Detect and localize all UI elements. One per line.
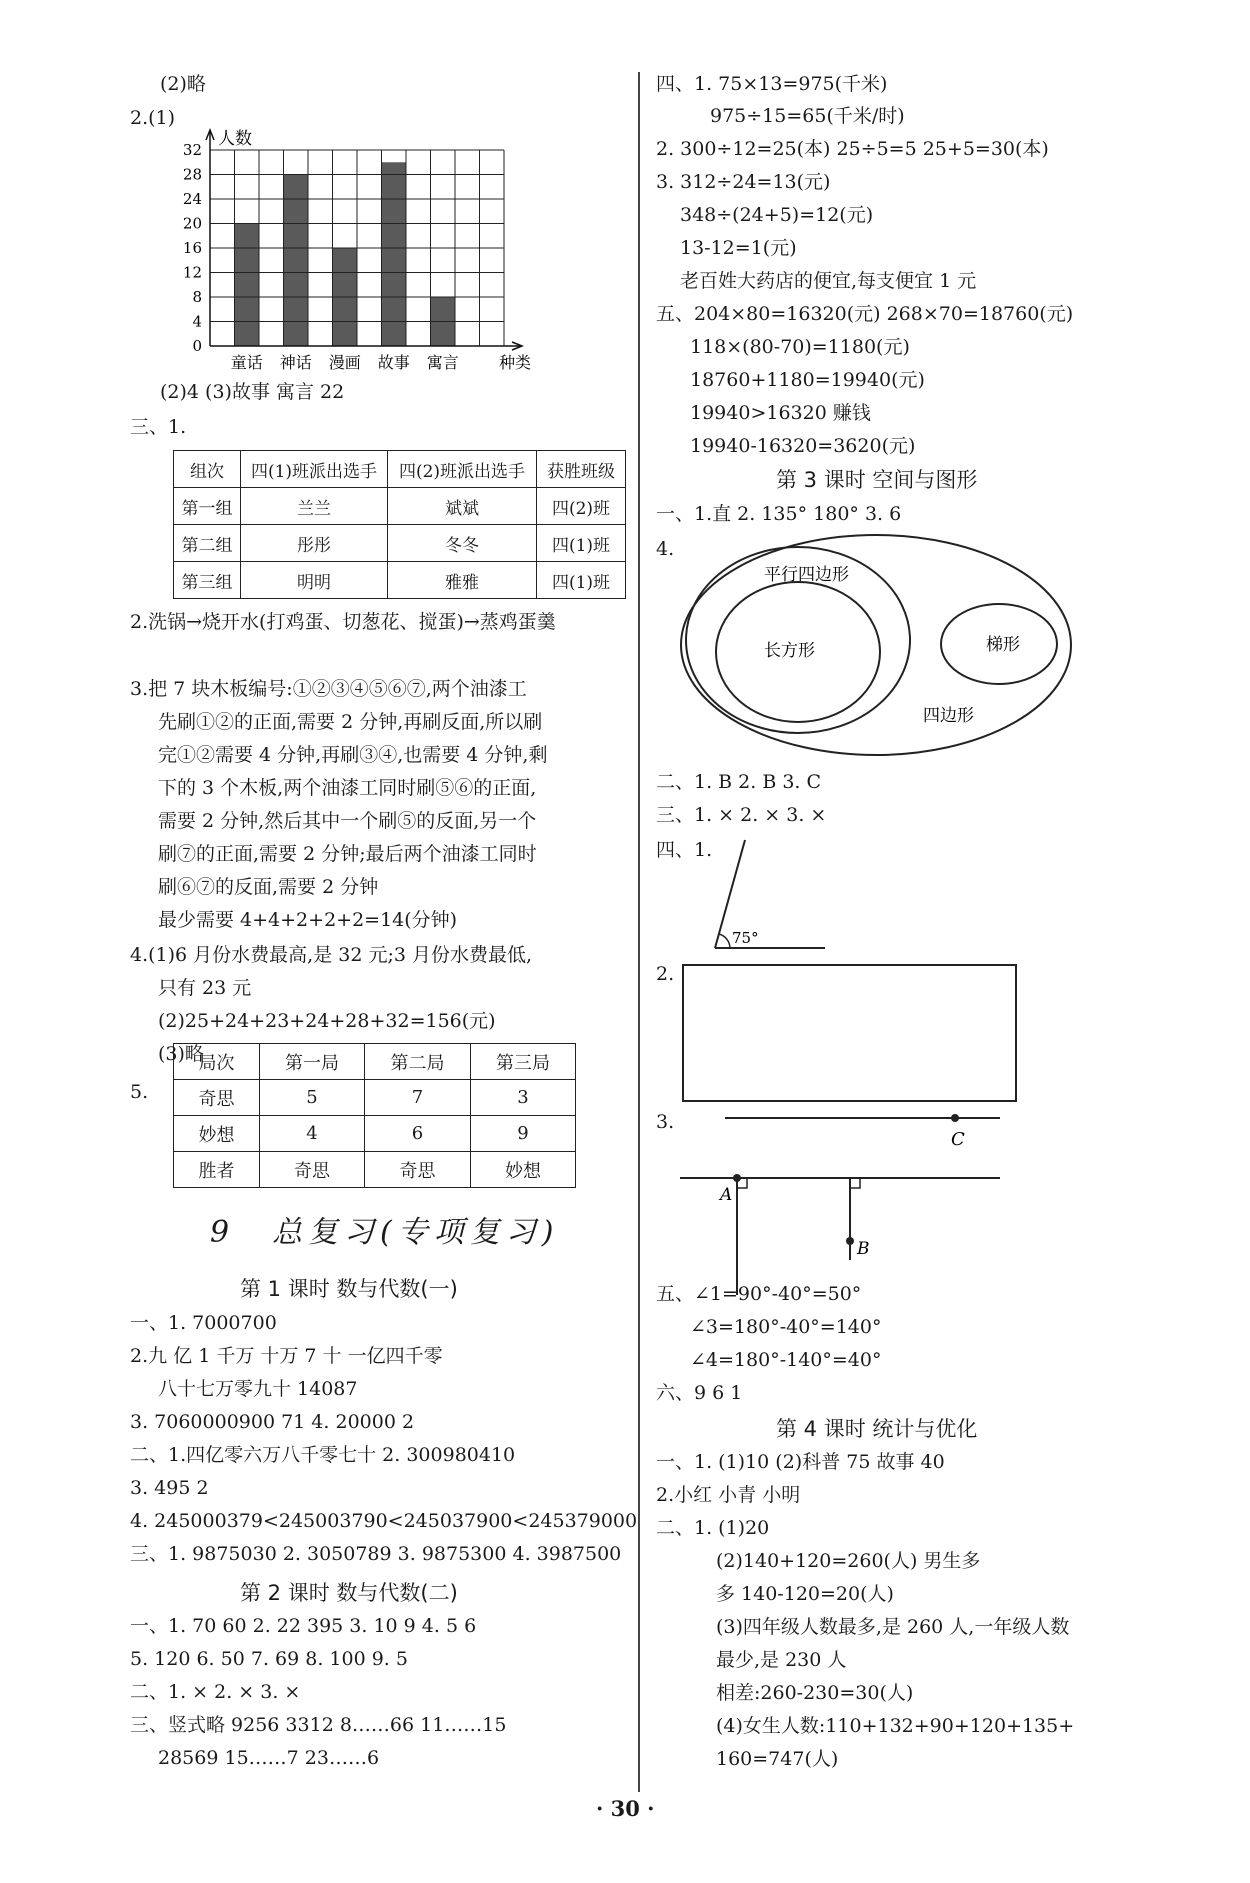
table-header: 获胜班级 [537,451,626,488]
answer-line: (3)略 [158,1043,204,1065]
answer-line: 一、1. 70 60 2. 22 395 3. 10 9 4. 5 6 [130,1615,477,1637]
table-header: 第三局 [471,1044,576,1080]
column-divider [638,72,640,1792]
table-cell: 3 [471,1080,576,1116]
lesson-title: 第 3 课时 空间与图形 [776,468,978,492]
table-cell: 奇思 [365,1152,471,1188]
answer-line: 一、1. 7000700 [130,1312,277,1334]
table-cell: 5 [260,1080,365,1116]
angle-75-drawing [700,830,840,960]
answer-line: 19940-16320=3620(元) [690,435,916,457]
answer-line: 先刷①②的正面,需要 2 分钟,再刷反面,所以刷 [158,711,543,733]
answer-line: 二、1. × 2. × 3. × [130,1681,301,1703]
y-tick-label: 4 [192,312,202,331]
answer-line: ∠4=180°-140°=40° [690,1349,882,1371]
answer-line: 975÷15=65(千米/时) [710,105,905,127]
answer-line: 3. 7060000900 71 4. 20000 2 [130,1411,415,1433]
question-label: 4. [656,538,675,560]
question-label: 2.(1) [130,107,176,129]
x-tick-label: 神话 [279,353,312,372]
answer-line: (2)25+24+23+24+28+32=156(元) [158,1010,496,1032]
table-cell: 奇思 [174,1080,260,1116]
answer-line: 160=747(人) [716,1748,839,1770]
answer-line: (4)女生人数:110+132+90+120+135+ [716,1715,1075,1737]
game-table [173,1043,576,1188]
y-axis-label: 人数 [218,129,252,149]
answer-line: ∠3=180°-40°=140° [690,1316,882,1338]
answer-line: 二、1. (1)20 [656,1517,770,1539]
table-cell: 斌斌 [388,488,537,525]
point-label-a: A [720,1185,733,1205]
point-label-c: C [951,1129,965,1150]
table-cell: 妙想 [174,1116,260,1152]
answer-line: 老百姓大药店的便宜,每支便宜 1 元 [680,270,977,292]
rectangle-drawing [680,962,1020,1102]
answer-line: 三、竖式略 9256 3312 8……66 11……15 [130,1714,507,1736]
table-cell: 6 [365,1116,471,1152]
answer-line: 需要 2 分钟,然后其中一个刷⑤的反面,另一个 [158,810,537,832]
bar-chart [150,100,570,380]
answer-line: 348÷(24+5)=12(元) [680,204,874,226]
table-cell: 明明 [241,562,388,599]
bar-神话 [284,175,309,347]
question-label: 3. [656,1111,675,1133]
answer-line: 多 140-120=20(人) [716,1583,894,1605]
table-cell: 四(2)班 [537,488,626,525]
answer-line: 最少,是 230 人 [716,1649,847,1671]
answer-line: 四、1. 75×13=975(千米) [656,73,888,95]
answer-line: 完①②需要 4 分钟,再刷③④,也需要 4 分钟,剩 [158,744,548,766]
venn-label-trapezoid: 梯形 [986,635,1020,655]
page-number: · 30 · [596,1796,655,1821]
answer-line: 4. 245000379<245003790<245037900<245379000 [130,1510,638,1532]
answer-line: 2. 300÷12=25(本) 25÷5=5 25+5=30(本) [656,138,1049,160]
table-header: 组次 [174,451,241,488]
y-tick-label: 0 [192,337,202,355]
y-tick-label: 8 [192,288,202,306]
answer-line: (2)140+120=260(人) 男生多 [716,1550,981,1572]
lesson-title: 第 4 课时 统计与优化 [776,1417,978,1441]
answer-line: 相差:260-230=30(人) [716,1682,914,1704]
answer-line: 4.(1)6 月份水费最高,是 32 元;3 月份水费最低, [130,944,533,966]
answer-line: 刷⑥⑦的反面,需要 2 分钟 [158,876,379,898]
venn-label-rectangle: 长方形 [764,641,815,661]
x-tick-label: 故事 [377,353,410,372]
y-tick-label: 28 [182,165,202,184]
perpendicular-drawing [680,1110,1010,1300]
section-number: 9 [210,1215,236,1250]
table-cell: 四(1)班 [537,562,626,599]
answer-line: 一、1. (1)10 (2)科普 75 故事 40 [656,1451,945,1473]
contest-table [173,450,626,599]
answer-line: 3. 312÷24=13(元) [656,171,831,193]
table-cell: 7 [365,1080,471,1116]
table-header: 四(1)班派出选手 [241,451,388,488]
answer-line: 下的 3 个木板,两个油漆工同时刷⑤⑥的正面, [158,777,537,799]
answer-line: 刷⑦的正面,需要 2 分钟;最后两个油漆工同时 [158,843,537,865]
answer-line: 13-12=1(元) [680,237,797,259]
answer-line: 五、∠1=90°-40°=50° [656,1283,862,1305]
question-label: 2. [656,963,675,985]
table-cell: 四(1)班 [537,525,626,562]
answer-line: 2.洗锅→烧开水(打鸡蛋、切葱花、搅蛋)→蒸鸡蛋羹 [130,611,556,633]
answer-line: 一、1.直 2. 135° 180° 3. 6 [656,503,902,525]
answer-line: 19940>16320 赚钱 [690,402,871,424]
answer-line: (2)略 [160,73,206,95]
table-cell: 雅雅 [388,562,537,599]
table-cell: 妙想 [471,1152,576,1188]
x-axis-label: 种类 [499,353,532,372]
table-cell: 彤彤 [241,525,388,562]
table-cell: 奇思 [260,1152,365,1188]
y-tick-label: 12 [182,263,202,282]
answer-line: 2.小红 小青 小明 [656,1484,801,1506]
answer-line: 三、1. 9875030 2. 3050789 3. 9875300 4. 3987500 [130,1543,622,1565]
table-cell: 9 [471,1116,576,1152]
bar-童话 [235,224,260,347]
answer-line: 118×(80-70)=1180(元) [690,336,910,358]
x-tick-label: 漫画 [328,353,361,372]
answer-line: 五、204×80=16320(元) 268×70=18760(元) [656,303,1074,325]
point-label-b: B [857,1239,870,1259]
table-cell: 兰兰 [241,488,388,525]
x-tick-label: 寓言 [426,353,459,372]
lesson-title: 第 2 课时 数与代数(二) [240,1581,458,1605]
y-tick-label: 32 [182,141,202,159]
venn-label-quadrilateral: 四边形 [923,706,974,726]
answer-line: 18760+1180=19940(元) [690,369,925,391]
answer-line: 3.把 7 块木板编号:①②③④⑤⑥⑦,两个油漆工 [130,678,527,700]
answer-line: 六、9 6 1 [656,1382,743,1404]
table-header: 第二局 [365,1044,471,1080]
table-cell: 冬冬 [388,525,537,562]
table-cell: 胜者 [174,1152,260,1188]
answer-line: 三、1. [130,416,187,438]
answer-line: 只有 23 元 [158,977,252,999]
question-label: 5. [130,1081,149,1103]
answer-line: (2)4 (3)故事 寓言 22 [160,381,345,403]
venn-label-parallelogram: 平行四边形 [764,565,849,585]
answer-line: 四、1. [656,839,713,861]
x-tick-label: 童话 [230,353,263,372]
answer-line: 5. 120 6. 50 7. 69 8. 100 9. 5 [130,1648,408,1670]
angle-label: 75° [732,929,759,947]
y-tick-label: 24 [182,190,202,208]
table-cell: 4 [260,1116,365,1152]
answer-line: 二、1. B 2. B 3. C [656,771,822,793]
lesson-title: 第 1 课时 数与代数(一) [240,1277,458,1301]
answer-line: 最少需要 4+4+2+2+2=14(分钟) [158,909,458,931]
bar-故事 [382,162,407,346]
answer-line: 3. 495 2 [130,1477,209,1499]
table-header: 四(2)班派出选手 [388,451,537,488]
table-header: 第一局 [260,1044,365,1080]
answer-line: 2.九 亿 1 千万 十万 7 十 一亿四千零 [130,1345,443,1367]
quadrilateral-diagram [676,530,1076,760]
answer-line: (3)四年级人数最多,是 260 人,一年级人数 [716,1616,1070,1638]
table-cell: 第二组 [174,525,241,562]
table-cell: 第三组 [174,562,241,599]
answer-line: 八十七万零九十 14087 [158,1378,358,1400]
y-tick-label: 20 [182,214,202,233]
table-header: 局次 [174,1044,260,1080]
answer-line: 28569 15……7 23……6 [158,1747,380,1769]
y-tick-label: 16 [182,239,202,257]
table-cell: 第一组 [174,488,241,525]
section-title: 总复习(专项复习) [272,1215,560,1250]
answer-line: 二、1.四亿零六万八千零七十 2. 300980410 [130,1444,516,1466]
answer-line: 三、1. × 2. × 3. × [656,804,827,826]
